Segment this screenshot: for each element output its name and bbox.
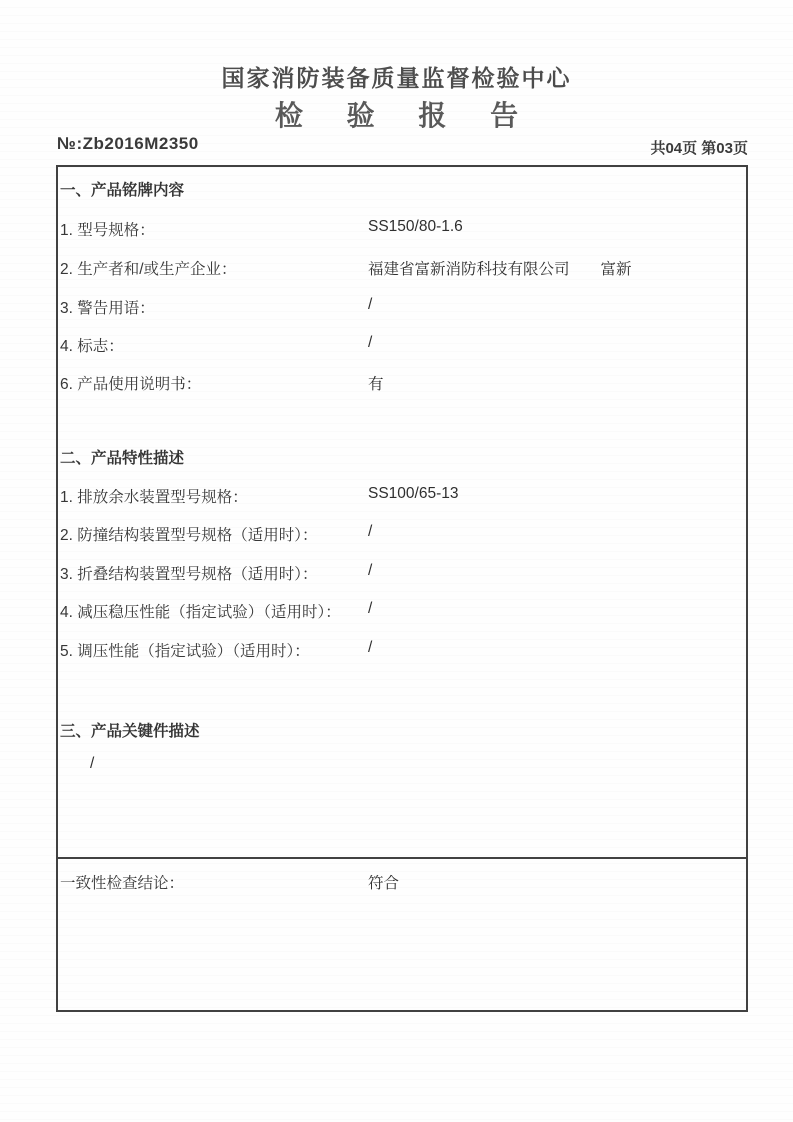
report-body-table [56,165,748,1012]
section-3-title: 三、产品关键件描述 [60,723,200,740]
row-value: SS150/80-1.6 [368,218,463,235]
row-label: 1. 排放余水装置型号规格： [60,489,248,506]
report-number-value: Zb2016M2350 [82,134,199,153]
row-value: / [368,296,373,313]
row-value: / [368,334,373,351]
row-value: 福建省富新消防科技有限公司 富新 [368,261,632,278]
row-value: / [368,562,373,579]
row-value: / [368,523,373,540]
row-label: 6. 产品使用说明书： [60,376,202,393]
row-label: 4. 减压稳压性能（指定试验）（适用时）： [60,604,341,621]
conclusion-label: 一致性检查结论： [60,875,185,892]
section-2-title: 二、产品特性描述 [60,450,185,467]
report-number-label: №: [57,134,83,153]
section-3-content: / [90,755,95,772]
report-title: 检 验 报 告 [274,100,537,131]
row-label: 2. 生产者和/或生产企业： [60,261,237,278]
pagination: 共04页 第03页 [650,140,748,157]
row-label: 2. 防撞结构装置型号规格（适用时）： [60,527,318,544]
conclusion-divider [58,857,746,859]
row-value: 有 [368,376,384,393]
section-1-title: 一、产品铭牌内容 [60,182,185,199]
conclusion-value: 符合 [368,875,400,892]
row-value: SS100/65-13 [368,485,459,502]
report-number [57,134,199,154]
row-value: / [368,639,373,656]
row-label: 5. 调压性能（指定试验）（适用时）： [60,643,310,660]
org-title: 国家消防装备质量监督检验中心 [221,65,572,91]
row-label: 3. 警告用语： [60,300,155,317]
row-value: / [368,600,373,617]
row-label: 4. 标志： [60,338,124,355]
row-label: 1. 型号规格： [60,222,155,239]
row-label: 3. 折叠结构装置型号规格（适用时）： [60,566,318,583]
